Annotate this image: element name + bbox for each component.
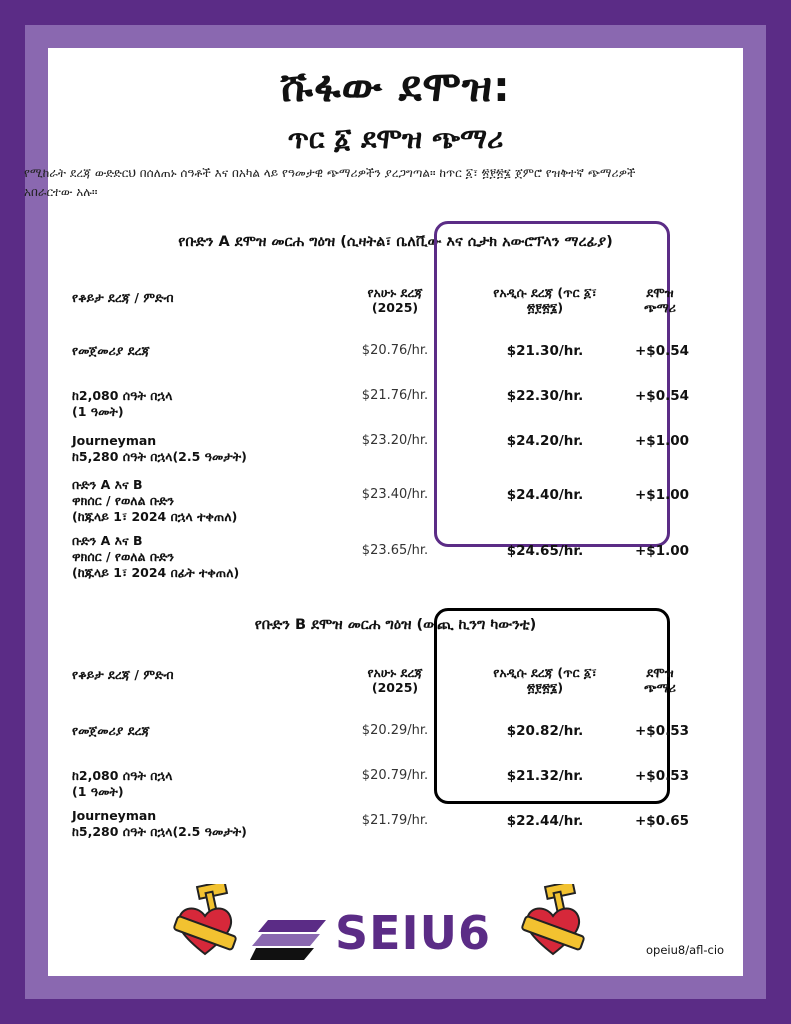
table-row-job: ከ2,080 ሰዓት በኋላ (1 ዓመት) [72,388,173,419]
section-a-header-job: የቆይታ ደረጃ / ምድብ [72,290,174,305]
section-b-header-new: የአዲሱ ደረጃ (ጥር ፩፣ ፳፻፳፮) [493,665,597,695]
table-row-job: Journeyman ከ5,280 ሰዓት በኋላ(2.5 ዓመታት) [72,433,247,464]
section-a-title: የቡድን A ደሞዝ መርሐ ግዕዝ (ሲዛትል፣ ቤለቪው እና ሲታክ አውሮፕላን ማረፊያ) [178,234,613,250]
table-row-new-rate: $22.30/hr. [506,388,584,404]
table-row-new-rate: $24.65/hr. [506,543,584,559]
table-row-increase: +$0.53 [634,768,689,784]
seiu-logo-mark [250,918,326,960]
table-row-increase: +$1.00 [634,487,689,503]
table-row-current-rate: $23.40/hr. [361,487,429,502]
table-row-job: ቡድን A እና B ዋክሰር / የወለል ቡድን (ከጁላይ 1፣ 2024 በፊት ተቀጠለ) [72,533,240,580]
table-row-new-rate: $24.20/hr. [506,433,584,449]
table-row-current-rate: $23.20/hr. [361,433,429,448]
table-row-job: የመጀመሪያ ደረጃ [72,723,150,738]
seiu-logo-text: SEIU6 [335,906,492,960]
page-subtitle: ጥር ፩ ደሞዝ ጭማሪ [287,122,504,155]
section-b-header-increase: ደሞዝ ጭማሪ [644,665,676,695]
table-row-job: ከ2,080 ሰዓት በኋላ (1 ዓመት) [72,768,173,799]
table-row-job: የመጀመሪያ ደረጃ [72,343,150,358]
table-row-current-rate: $20.76/hr. [361,343,429,358]
table-row-increase: +$0.65 [634,813,689,829]
table-row-new-rate: $24.40/hr. [506,487,584,503]
section-b-header-current: የአሁኑ ደረጃ (2025) [367,665,423,695]
table-row-job: Journeyman ከ5,280 ሰዓት በኋላ(2.5 ዓመታት) [72,808,247,839]
section-b-title: የቡድን B ደሞዝ መርሐ ግዕዝ (ውጪ ኪንግ ካውንቲ) [254,617,537,633]
table-row-increase: +$1.00 [634,543,689,559]
affiliation-text: opeiu8/afl-cio [646,943,725,957]
table-row-job: ቡድን A እና B ዋክሰር / የወለል ቡድን (ከጁላይ 1፣ 2024 በኋላ ተቀጠለ) [72,477,238,524]
page-title: ሹፋው ደሞዝ: [280,62,511,111]
section-a-header-increase: ደሞዝ ጭማሪ [644,285,676,315]
justice-for-janitors-badge-left [172,884,238,966]
table-row-increase: +$0.53 [634,723,689,739]
table-row-current-rate: $20.79/hr. [361,768,429,783]
table-row-new-rate: $21.30/hr. [506,343,584,359]
table-row-new-rate: $21.32/hr. [506,768,584,784]
table-row-current-rate: $23.65/hr. [361,543,429,558]
table-row-new-rate: $22.44/hr. [506,813,584,829]
table-row-current-rate: $21.76/hr. [361,388,429,403]
intro-paragraph: የሚከራት ደረጃ ውድድርህ በሰለጠኑ ሰዓቶች እና በአካል ላይ የዓመታዊ ጭማሪዎችን ያረጋግጣል። ከጥር ፩፣ ፳፻፳፮ ጀምሮ የዝቅተኛ ጭማሪዎች አበራርተው አሉ። [24,166,636,199]
table-row-new-rate: $20.82/hr. [506,723,584,739]
table-row-current-rate: $20.29/hr. [361,723,429,738]
section-b-header-job: የቆይታ ደረጃ / ምድብ [72,667,174,682]
section-a-header-current: የአሁኑ ደረጃ (2025) [367,285,423,315]
justice-for-janitors-badge-right [520,884,586,966]
table-row-increase: +$1.00 [634,433,689,449]
table-row-current-rate: $21.79/hr. [361,813,429,828]
section-a-header-new: የአዲሱ ደረጃ (ጥር ፩፣ ፳፻፳፮) [493,285,597,315]
table-row-increase: +$0.54 [634,388,689,404]
table-row-increase: +$0.54 [634,343,689,359]
